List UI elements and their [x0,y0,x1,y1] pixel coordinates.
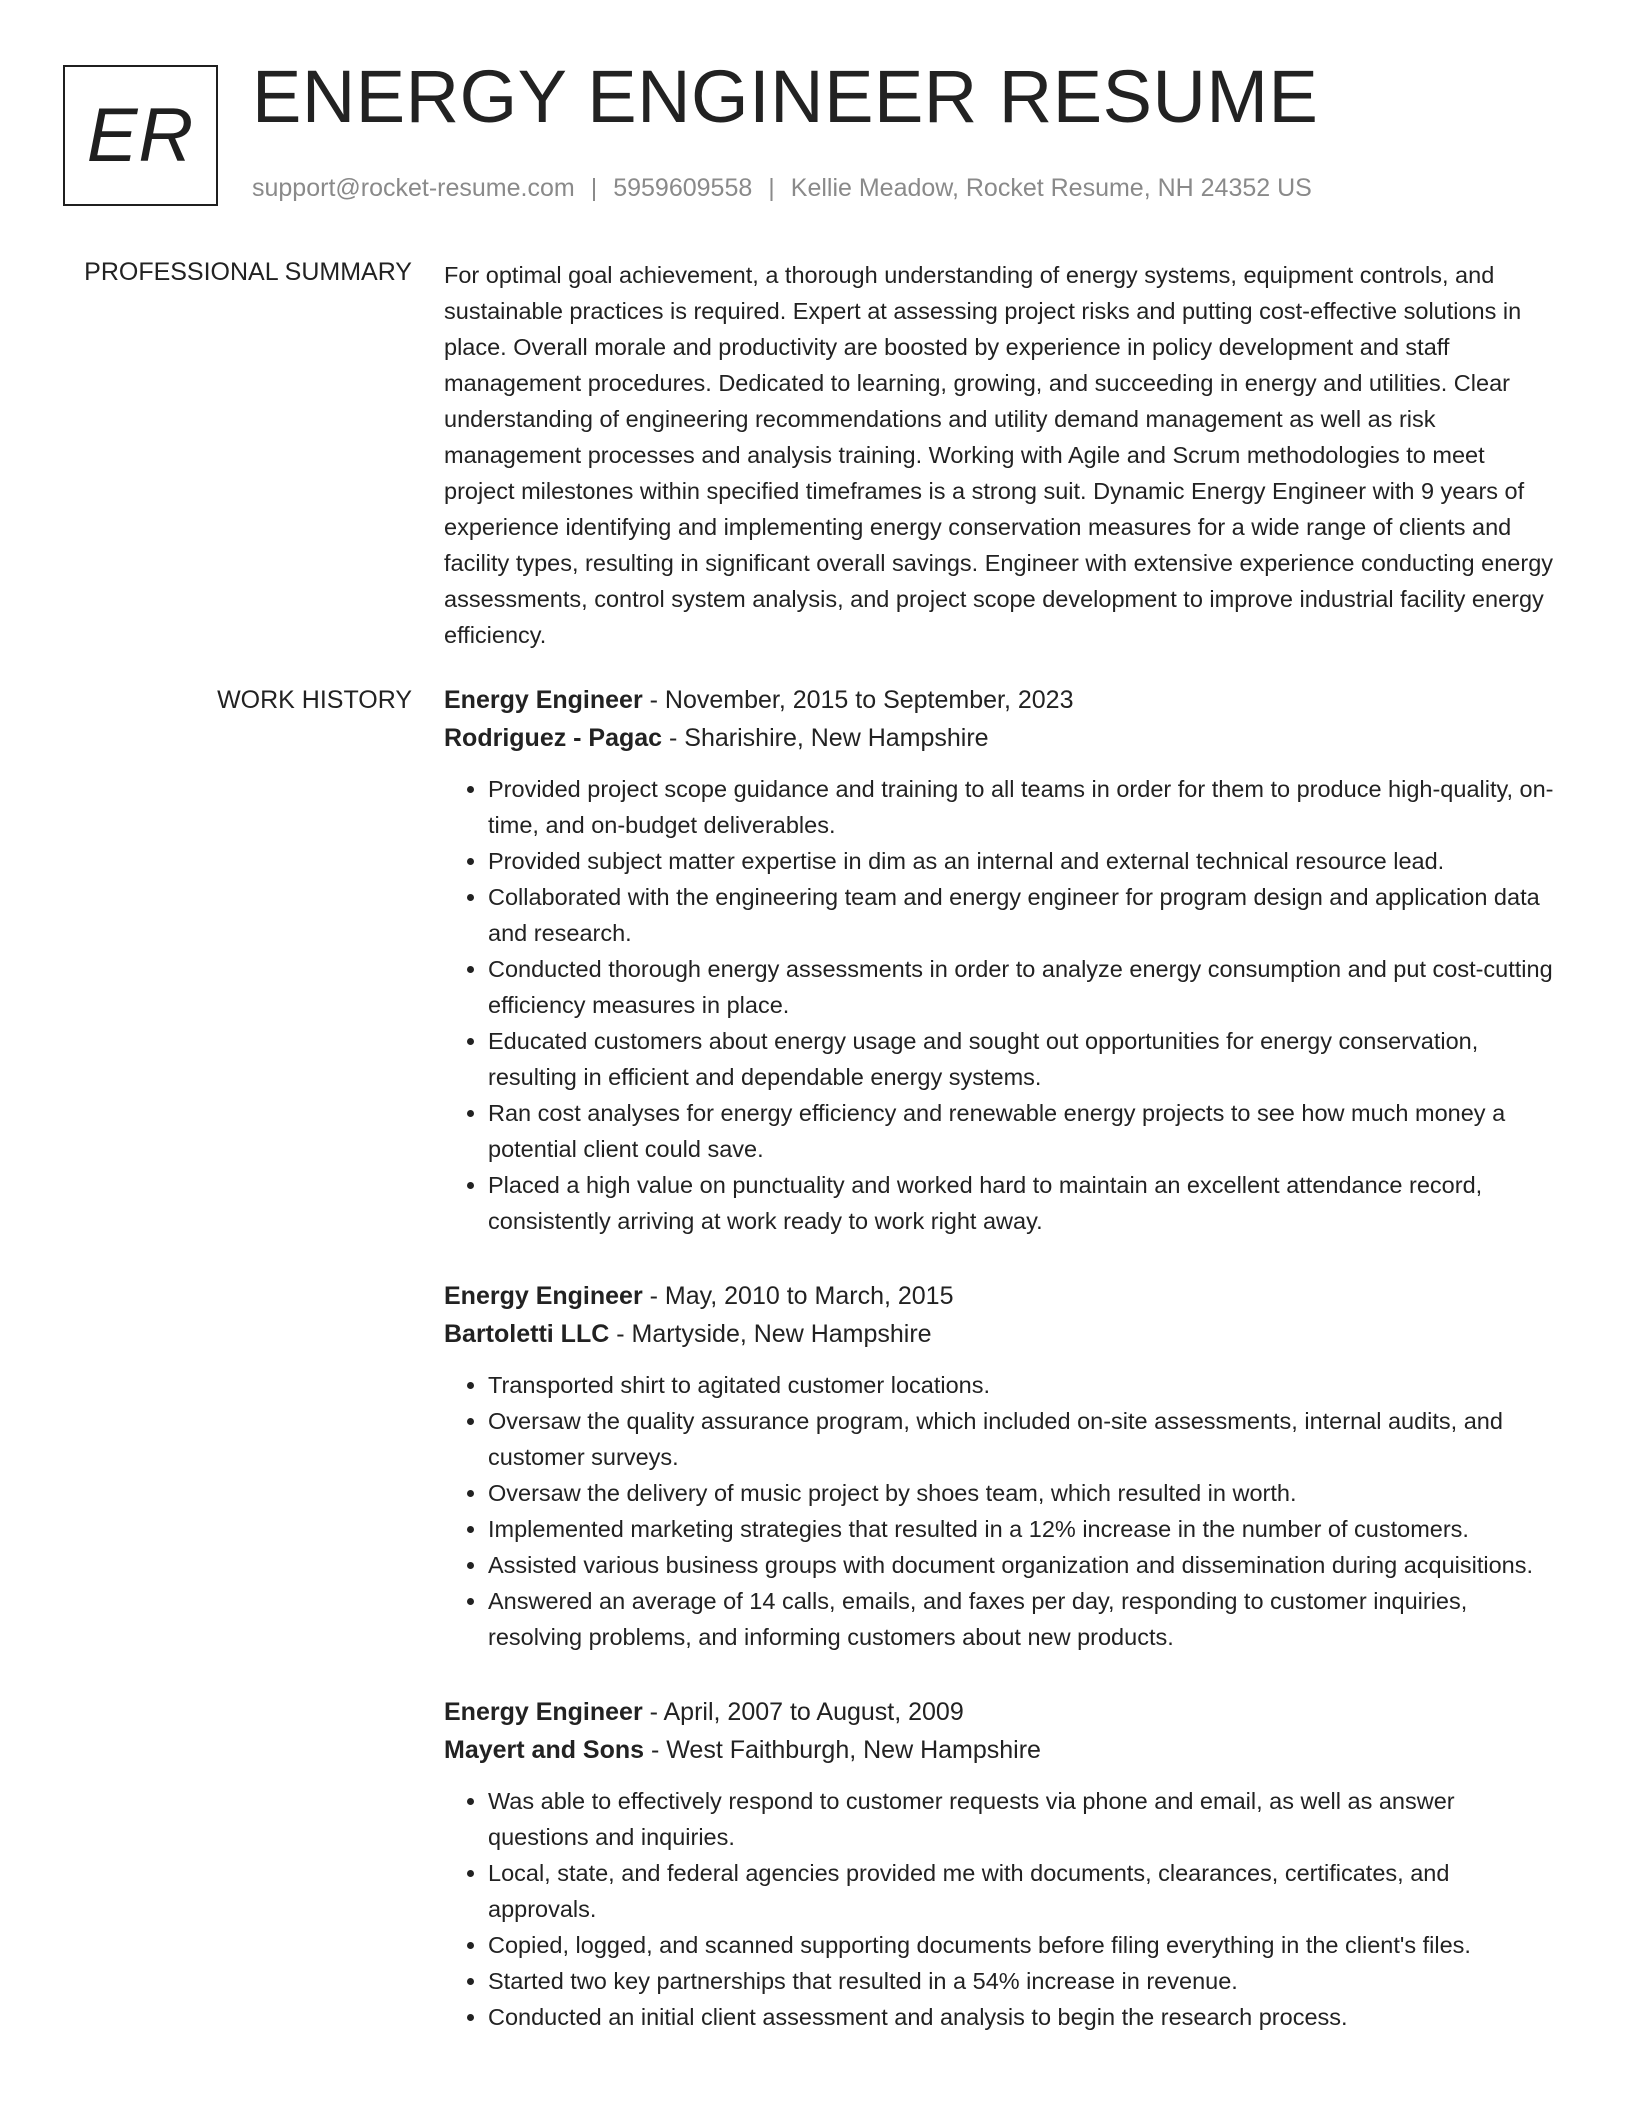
job-title: Energy Engineer [444,1698,643,1726]
job-company-line [444,1315,1554,1353]
job-title: Energy Engineer [444,1282,643,1310]
job-company-line [444,1731,1554,1769]
job-entry [444,1277,1554,1655]
contact-phone: 5959609558 [613,174,753,202]
list-item: • Conducted an initial client assessment and analysis to begin the research process. [488,1999,1554,2035]
job-dates: - May, 2010 to March, 2015 [642,1282,954,1310]
list-item: • Provided project scope guidance and training to all teams in order for them to produce high-quality, on-time, and on-budget deliverables. [488,771,1554,843]
contact-separator: | [768,174,775,202]
job-title-line [444,1693,1554,1731]
list-item: • Educated customers about energy usage and sought out opportunities for energy conservation, resulting in efficient and dependable energy systems. [488,1023,1554,1095]
job-company-line [444,719,1554,757]
job-title-line [444,681,1554,719]
resume-title: ENERGY ENGINEER RESUME [252,55,1319,138]
summary-text: For optimal goal achievement, a thorough understanding of energy systems, equipment controls, and sustainable practices is required. Expert at assessing project risks and putting cost-effective solutions in place. Overall morale and productivity are boosted by experience in policy development and staff management procedures. Dedicated to learning, growing, and succeeding in energy and utilities. Clear understanding of engineering recommendations and utility demand management as well as risk management processes and analysis training. Working with Agile and Scrum methodologies to meet project milestones within specified timeframes is a strong suit. Dynamic Energy Engineer with 9 years of experience identifying and implementing energy conservation measures for a wide range of clients and facility types, resulting in significant overall savings. Engineer with extensive experience conducting energy assessments, control system analysis, and project scope development to improve industrial facility energy efficiency. [444,262,1554,648]
job-bullets [444,1783,1554,2035]
job-dates: - November, 2015 to September, 2023 [642,686,1074,714]
job-company: Rodriguez - Pagac [444,724,663,752]
contact-line [252,174,1312,203]
contact-separator: | [590,174,598,202]
job-entry [444,681,1554,1239]
work-history-section [444,681,1554,2035]
job-company: Mayert and Sons [444,1736,645,1764]
list-item: • Conducted thorough energy assessments in order to analyze energy consumption and put cost-cutting efficiency measures in place. [488,951,1554,1023]
job-location: - Sharishire, New Hampshire [662,724,989,752]
summary-section [444,257,1554,653]
list-item: • Was able to effectively respond to customer requests via phone and email, as well as answer questions and inquiries. [488,1783,1554,1855]
job-entry [444,1693,1554,2035]
monogram-initials: ER [86,93,195,178]
list-item: • Collaborated with the engineering team and energy engineer for program design and application data and research. [488,879,1554,951]
job-location: - Martyside, New Hampshire [609,1320,932,1348]
list-item: • Started two key partnerships that resulted in a 54% increase in revenue. [488,1963,1554,1999]
list-item: • Oversaw the quality assurance program, which included on-site assessments, internal audits, and customer surveys. [488,1403,1554,1475]
list-item: • Oversaw the delivery of music project by shoes team, which resulted in worth. [488,1475,1554,1511]
list-item: • Provided subject matter expertise in dim as an internal and external technical resource lead. [488,843,1554,879]
contact-email: support@rocket-resume.com [252,174,575,202]
list-item: • Placed a high value on punctuality and worked hard to maintain an excellent attendance record, consistently arriving at work ready to work right away. [488,1167,1554,1239]
contact-address: Kellie Meadow, Rocket Resume, NH 24352 US [790,174,1312,202]
job-title: Energy Engineer [444,686,643,714]
job-dates: - April, 2007 to August, 2009 [642,1698,964,1726]
monogram-box [63,65,218,206]
list-item: • Assisted various business groups with document organization and dissemination during acquisitions. [488,1547,1554,1583]
list-item: • Transported shirt to agitated customer locations. [488,1367,1554,1403]
job-bullets [444,1367,1554,1655]
list-item: • Copied, logged, and scanned supporting documents before filing everything in the client's files. [488,1927,1554,1963]
list-item: • Local, state, and federal agencies provided me with documents, clearances, certificates, and approvals. [488,1855,1554,1927]
list-item: • Answered an average of 14 calls, emails, and faxes per day, responding to customer inquiries, resolving problems, and informing customers about new products. [488,1583,1554,1655]
list-item: • Implemented marketing strategies that resulted in a 12% increase in the number of customers. [488,1511,1554,1547]
job-title-line [444,1277,1554,1315]
work-history-section-label: WORK HISTORY [217,686,412,714]
job-bullets [444,771,1554,1239]
list-item: • Ran cost analyses for energy efficiency and renewable energy projects to see how much money a potential client could save. [488,1095,1554,1167]
summary-section-label: PROFESSIONAL SUMMARY [84,258,412,286]
job-location: - West Faithburgh, New Hampshire [644,1736,1041,1764]
job-company: Bartoletti LLC [444,1320,610,1348]
